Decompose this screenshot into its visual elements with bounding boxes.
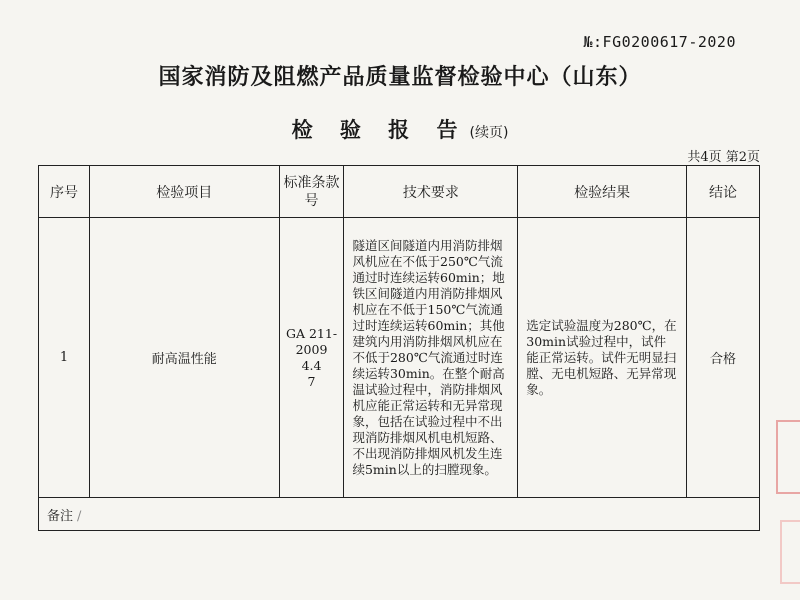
row-seq: 1 xyxy=(39,218,90,498)
row-tech xyxy=(344,218,518,498)
report-title-main: 检 验 报 告 xyxy=(291,118,468,142)
remark-value: / xyxy=(77,508,82,524)
row-standard-line: 4.4 xyxy=(301,357,322,373)
remark-label: 备注 xyxy=(47,508,74,524)
header-seq: 序号 xyxy=(39,166,90,218)
remark-row xyxy=(39,498,760,531)
center-name: 国家消防及阻燃产品质量监督检验中心（山东） xyxy=(158,65,642,90)
row-conclusion: 合格 xyxy=(687,218,760,498)
report-number: №:FG0200617-2020 xyxy=(583,33,736,51)
row-item: 耐高温性能 xyxy=(89,218,279,498)
header-tech: 技术要求 xyxy=(344,166,518,218)
report-title xyxy=(0,114,800,144)
inspection-table xyxy=(38,165,760,531)
row-standard-line: GA 211- xyxy=(285,325,338,341)
header-standard: 标准条款号 xyxy=(279,166,344,218)
row-standard-line: 2009 xyxy=(295,341,328,357)
seal-stamp-mark-lower xyxy=(780,520,800,584)
table-header-row xyxy=(39,166,760,218)
row-result-text: 选定试验温度为280℃，在30min试验过程中，试件能正常运转。试件无明显扫膛、无电机短路、无异常现象。 xyxy=(526,317,677,397)
page-count: 共4页 第2页 xyxy=(687,150,760,165)
header-conclusion: 结论 xyxy=(687,166,760,218)
seal-stamp-mark xyxy=(776,420,800,494)
row-tech-text: 隧道区间隧道内用消防排烟风机应在不低于250℃气流通过时连续运转60min；地铁区间隧道内用消防排烟风机应在不低于150℃气流通过时连续运转60min；其他建筑内用消防排烟风机应在不低于280℃气流通过时连续运转30min。在整个耐高温试验过程中，消防排烟风机应能正常运转和无异常现象，包括在试验过程中不出现消防排烟风机电机短路、不出现消防排烟风机发生连续5min以上的扫膛现象。 xyxy=(352,237,505,477)
remark-cell xyxy=(39,498,760,531)
report-title-subtitle: (续页) xyxy=(469,125,509,141)
row-standard-line: 7 xyxy=(307,373,316,389)
row-result xyxy=(518,218,687,498)
header-item: 检验项目 xyxy=(89,166,279,218)
table-row xyxy=(39,218,760,498)
header-result: 检验结果 xyxy=(518,166,687,218)
row-standard xyxy=(279,218,344,498)
